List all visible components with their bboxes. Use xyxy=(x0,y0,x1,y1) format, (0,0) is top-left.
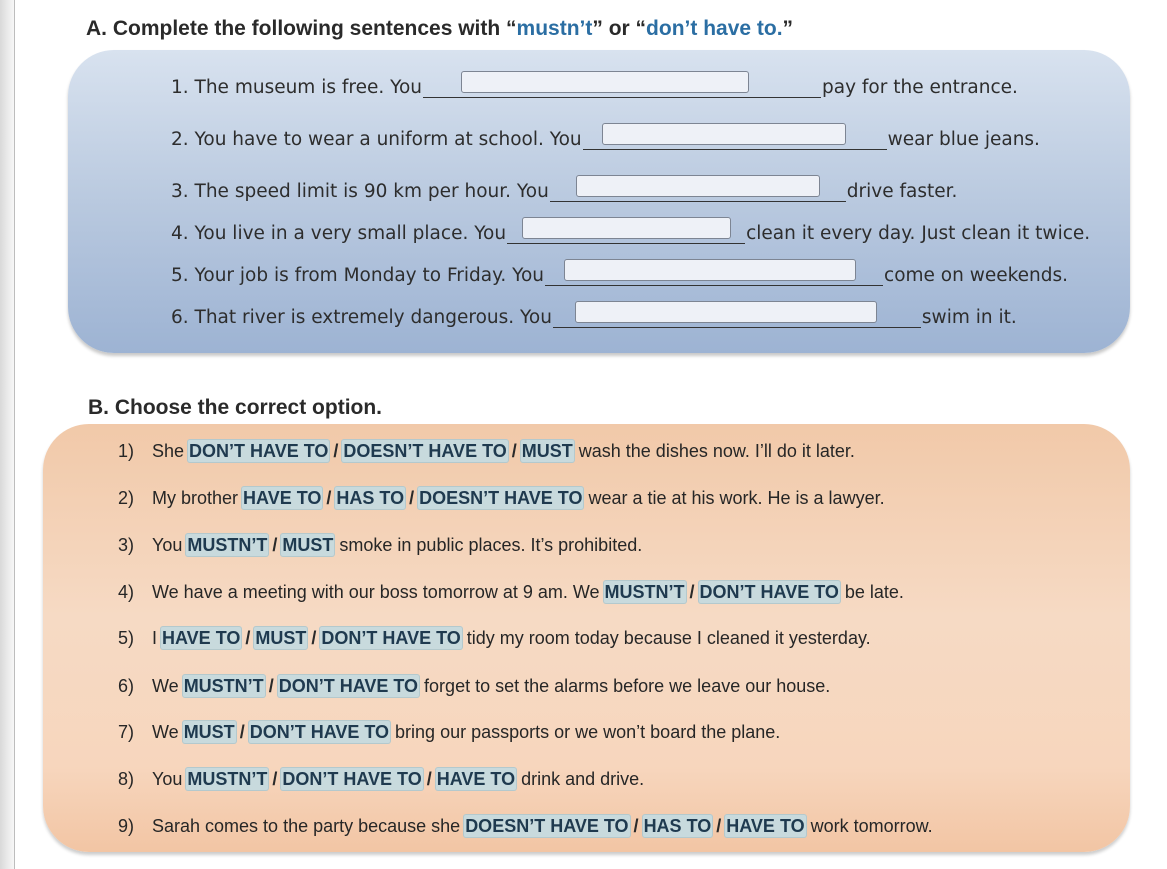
sentence-end: smoke in public places. It’s prohibited. xyxy=(339,534,643,555)
option-separator: / xyxy=(633,815,639,836)
exercise-b-item-3 xyxy=(118,531,642,559)
sentence-end: forget to set the alarms before we leave our house. xyxy=(424,675,831,696)
sentence-start: 2. You have to wear a uniform at school. You xyxy=(171,129,582,150)
title-quote-dont-have-to: don’t have to. xyxy=(646,17,783,40)
option-separator: / xyxy=(511,440,517,461)
option-separator: / xyxy=(409,487,415,508)
answer-option[interactable]: HAVE TO xyxy=(243,488,322,508)
option-separator: / xyxy=(311,627,317,648)
option-separator: / xyxy=(689,581,695,602)
sentence-start: 4. You live in a very small place. You xyxy=(171,223,507,244)
answer-option[interactable]: DON’T HAVE TO xyxy=(189,441,329,461)
sentence-start: 3. The speed limit is 90 km per hour. You xyxy=(171,181,549,202)
answer-option[interactable]: DOESN’T HAVE TO xyxy=(343,441,507,461)
answer-input-box[interactable] xyxy=(564,259,856,281)
sentence-start: My brother xyxy=(152,487,239,508)
item-number: 5) xyxy=(118,627,135,648)
item-number: 1) xyxy=(118,440,135,461)
item-number: 3) xyxy=(118,534,135,555)
exercise-a-item-2 xyxy=(171,120,1040,150)
option-separator: / xyxy=(326,487,332,508)
sentence-start: We xyxy=(152,675,179,696)
answer-blank-4[interactable] xyxy=(507,217,745,244)
exercise-b-item-7 xyxy=(118,718,780,746)
option-separator: / xyxy=(426,768,432,789)
sentence-start: 6. That river is extremely dangerous. You xyxy=(171,307,552,328)
answer-option[interactable]: DOESN’T HAVE TO xyxy=(465,816,629,836)
sentence-start: She xyxy=(152,440,185,461)
answer-input-box[interactable] xyxy=(575,301,877,323)
answer-option[interactable]: MUST xyxy=(183,722,235,742)
answer-option[interactable]: DON’T HAVE TO xyxy=(282,769,422,789)
item-number: 9) xyxy=(118,815,135,836)
sentence-end: wash the dishes now. I’ll do it later. xyxy=(578,440,855,461)
sentence-end: work tomorrow. xyxy=(810,815,933,836)
sentence-end: pay for the entrance. xyxy=(822,77,1018,98)
section-a-title: A. Complete the following sentences with “mustn’t” or “don’t have to.” xyxy=(86,17,794,40)
answer-option[interactable]: HAS TO xyxy=(336,488,405,508)
sentence-end: clean it every day. Just clean it twice. xyxy=(746,223,1091,244)
option-separator: / xyxy=(239,721,245,742)
sentence-end: drink and drive. xyxy=(521,768,645,789)
sentence-end: drive faster. xyxy=(846,181,958,202)
option-separator: / xyxy=(716,815,722,836)
sentence-start: 5. Your job is from Monday to Friday. You xyxy=(171,265,545,286)
answer-option[interactable]: DON’T HAVE TO xyxy=(699,582,839,602)
sentence-start: You xyxy=(152,768,183,789)
sentence-end: bring our passports or we won’t board the plane. xyxy=(395,721,781,742)
item-number: 4) xyxy=(118,581,135,602)
exercise-b-item-2 xyxy=(118,484,885,512)
sentence-start: Sarah comes to the party because she xyxy=(152,815,461,836)
option-separator: / xyxy=(272,534,278,555)
sentence-start: We have a meeting with our boss tomorrow at 9 am. We xyxy=(152,581,600,602)
sentence-end: come on weekends. xyxy=(884,265,1069,286)
sentence-start: You xyxy=(152,534,183,555)
sentence-start: I xyxy=(152,627,158,648)
page-edge-line xyxy=(14,0,15,869)
exercise-b-item-6 xyxy=(118,672,830,700)
answer-input-box[interactable] xyxy=(602,123,846,145)
answer-option[interactable]: HAVE TO xyxy=(436,769,516,789)
exercise-b-item-5 xyxy=(118,624,871,652)
item-number: 6) xyxy=(118,675,135,696)
exercise-b-item-1 xyxy=(118,437,855,465)
answer-option[interactable]: MUSTN’T xyxy=(604,582,685,602)
answer-blank-5[interactable] xyxy=(545,259,883,286)
sentence-start: 1. The museum is free. You xyxy=(171,77,422,98)
answer-option[interactable]: HAVE TO xyxy=(162,628,241,648)
exercise-b-item-8 xyxy=(118,765,644,793)
answer-option[interactable]: MUSTN’T xyxy=(187,535,268,555)
item-number: 8) xyxy=(118,768,135,789)
answer-option[interactable]: DOESN’T HAVE TO xyxy=(419,488,583,508)
answer-blank-1[interactable] xyxy=(423,71,821,98)
answer-blank-6[interactable] xyxy=(553,301,921,328)
answer-option[interactable]: HAS TO xyxy=(643,816,712,836)
answer-option[interactable]: MUST xyxy=(521,441,573,461)
answer-option[interactable]: DON’T HAVE TO xyxy=(278,676,419,696)
answer-option[interactable]: MUSTN’T xyxy=(183,676,264,696)
sentence-end: wear blue jeans. xyxy=(887,129,1040,150)
exercise-a-item-5 xyxy=(171,256,1068,286)
answer-option[interactable]: MUSTN’T xyxy=(187,769,268,789)
item-number: 7) xyxy=(118,721,135,742)
title-quote-mustnt: mustn’t xyxy=(516,17,593,40)
exercise-a-item-6 xyxy=(171,298,1017,328)
option-separator: / xyxy=(333,440,339,461)
sentence-end: swim in it. xyxy=(921,307,1017,328)
sentence-end: be late. xyxy=(844,581,904,602)
answer-input-box[interactable] xyxy=(522,217,731,239)
option-separator: / xyxy=(272,768,278,789)
sentence-end: tidy my room today because I cleaned it yesterday. xyxy=(466,627,871,648)
answer-blank-3[interactable] xyxy=(550,175,846,202)
option-separator: / xyxy=(245,627,251,648)
exercise-a-item-1 xyxy=(171,68,1018,98)
exercise-a-item-3 xyxy=(171,172,957,202)
exercise-b-item-4 xyxy=(118,578,904,606)
sentence-start: We xyxy=(152,721,179,742)
answer-option[interactable]: MUST xyxy=(255,628,307,648)
answer-option[interactable]: MUST xyxy=(282,535,334,555)
exercise-a-item-4 xyxy=(171,214,1090,244)
answer-input-box[interactable] xyxy=(461,71,749,93)
exercise-b-item-9 xyxy=(118,812,933,840)
page-edge-shadow xyxy=(0,0,14,869)
answer-blank-2[interactable] xyxy=(583,123,887,150)
item-number: 2) xyxy=(118,487,135,508)
option-separator: / xyxy=(268,675,274,696)
section-b-title: B. Choose the correct option. xyxy=(88,396,383,419)
answer-option[interactable]: DON’T HAVE TO xyxy=(321,628,461,648)
sentence-end: wear a tie at his work. He is a lawyer. xyxy=(588,487,885,508)
answer-option[interactable]: HAVE TO xyxy=(726,816,805,836)
answer-input-box[interactable] xyxy=(576,175,820,197)
answer-option[interactable]: DON’T HAVE TO xyxy=(249,722,390,742)
